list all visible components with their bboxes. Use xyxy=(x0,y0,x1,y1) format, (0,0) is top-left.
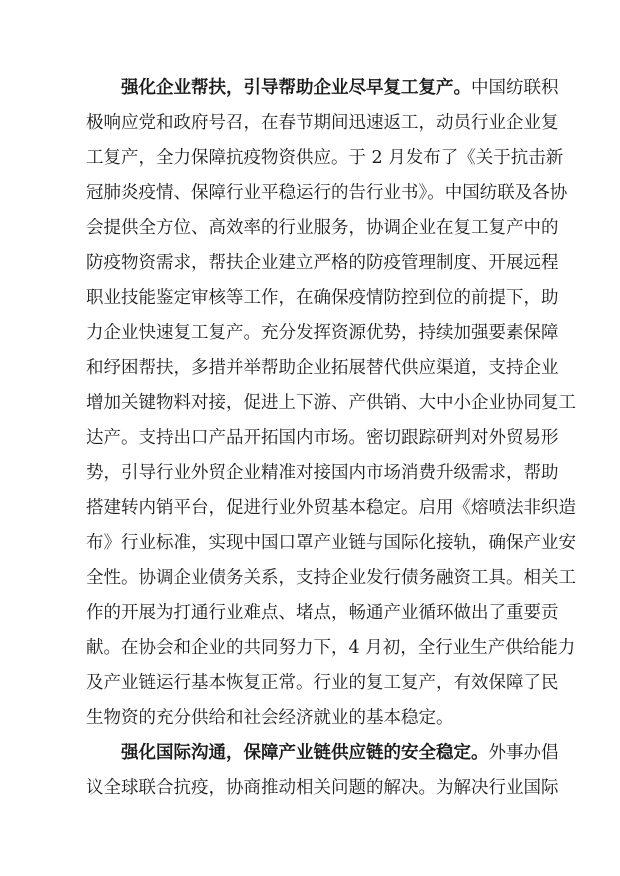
text-line: 会提供全方位、高效率的行业服务，协调企业在复工复产中的 xyxy=(86,218,559,238)
text-run: 外事办倡 xyxy=(488,743,559,763)
text-line: 达产。支持出口产品开拓国内市场。密切跟踪研判对外贸易形 xyxy=(86,428,559,448)
paragraph-heading: 强化企业帮扶，引导帮助企业尽早复工复产。 xyxy=(121,78,471,98)
text-line: 防疫物资需求，帮扶企业建立严格的防疫管理制度、开展远程 xyxy=(86,253,559,273)
text-line: 力企业快速复工复产。充分发挥资源优势，持续加强要素保障 xyxy=(86,323,559,343)
text-line: 生物资的充分供给和社会经济就业的基本稳定。 xyxy=(86,708,454,728)
text-line: 极响应党和政府号召，在春节期间迅速返工，动员行业企业复 xyxy=(86,113,559,133)
text-line: 和纾困帮扶，多措并举帮助企业拓展替代供应渠道，支持企业 xyxy=(86,358,559,378)
text-line: 工复产，全力保障抗疫物资供应。于 2 月发布了《关于抗击新 xyxy=(86,148,564,168)
text-line: 及产业链运行基本恢复正常。行业的复工复产，有效保障了民 xyxy=(86,673,559,693)
text-line: 议全球联合抗疫，协商推动相关问题的解决。为解决行业国际 xyxy=(86,778,559,798)
text-line xyxy=(121,741,559,765)
text-line: 职业技能鉴定审核等工作，在确保疫情防控到位的前提下，助 xyxy=(86,288,559,308)
text-run: 中国纺联积 xyxy=(471,78,559,98)
text-line xyxy=(121,76,559,100)
text-line: 布》行业标准，实现中国口罩产业链与国际化接轨，确保产业安 xyxy=(86,533,576,553)
text-line: 献。在协会和企业的共同努力下，4 月初，全行业生产供给能力 xyxy=(86,638,576,658)
text-line: 冠肺炎疫情、保障行业平稳运行的告行业书》。中国纺联及各协 xyxy=(86,183,568,203)
text-line: 搭建转内销平台，促进行业外贸基本稳定。启用《熔喷法非织造 xyxy=(86,498,576,518)
text-line: 势，引导行业外贸企业精准对接国内市场消费升级需求，帮助 xyxy=(86,463,559,483)
text-line: 全性。协调企业债务关系，支持企业发行债务融资工具。相关工 xyxy=(86,568,576,588)
text-line: 增加关键物料对接，促进上下游、产供销、大中小企业协同复工 xyxy=(86,393,576,413)
text-line: 作的开展为打通行业难点、堵点，畅通产业循环做出了重要贡 xyxy=(86,603,559,623)
paragraph-heading: 强化国际沟通，保障产业链供应链的安全稳定。 xyxy=(121,743,489,763)
